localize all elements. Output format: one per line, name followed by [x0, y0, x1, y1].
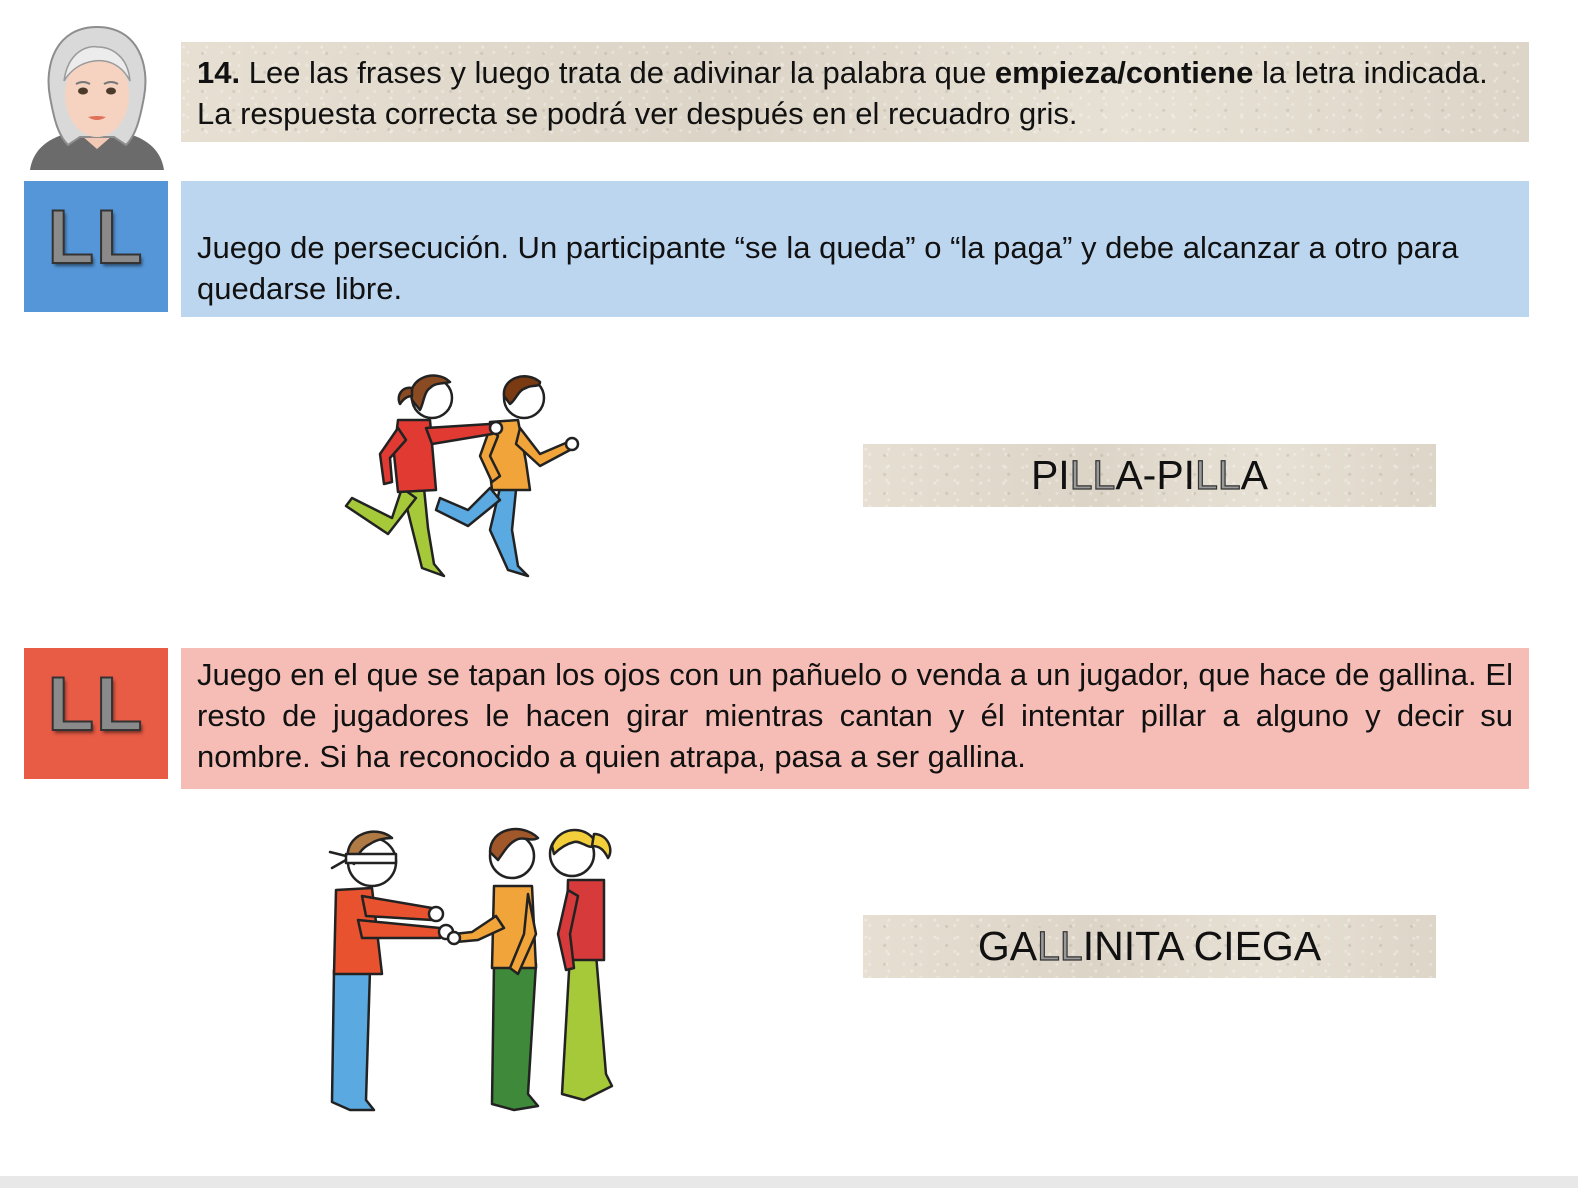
chase-game-illustration — [340, 370, 590, 585]
letter-label: LL — [47, 662, 145, 747]
instruction-text-end: la letra indicada. La respuesta correcta se podrá ver después en el recuadro gris. — [197, 55, 1488, 131]
teacher-avatar — [28, 25, 166, 170]
bottom-scroll-bar — [0, 1176, 1578, 1188]
instruction-emphasis: empieza/contiene — [994, 55, 1254, 90]
answer-text: A-PI — [1115, 452, 1196, 498]
instruction-number: 14. — [197, 55, 241, 90]
letter-label: LL — [47, 195, 145, 280]
clue-box-2: Juego en el que se tapan los ojos con un pañuelo o venda a un jugador, que hace de gallina. El resto de jugadores le hacen girar mientras cantan y él intentar pillar a alguno y decir su nombre. Si ha reconocido a quien atrapa, pasa a ser gallina. — [181, 648, 1529, 789]
instruction-banner — [181, 42, 1529, 142]
answer-highlight: LL — [1069, 452, 1116, 498]
blindfold-game-illustration — [322, 824, 634, 1116]
answer-text: INITA CIEGA — [1082, 923, 1322, 969]
answer-text: PI — [1030, 452, 1070, 498]
answer-highlight: LL — [1195, 452, 1241, 498]
instruction-text: Lee las frases y luego trata de adivinar la palabra que — [240, 55, 995, 90]
clue-box-1: Juego de persecución. Un participante “se la queda” o “la paga” y debe alcanzar a otro para quedarse libre. — [181, 181, 1529, 317]
answer-box-1[interactable] — [863, 444, 1436, 507]
letter-tile-1 — [24, 181, 168, 312]
answer-text: GA — [977, 923, 1038, 969]
letter-tile-2 — [24, 648, 168, 779]
answer-text: A — [1240, 452, 1269, 498]
answer-box-2[interactable] — [863, 915, 1436, 978]
answer-highlight: LL — [1037, 923, 1083, 969]
